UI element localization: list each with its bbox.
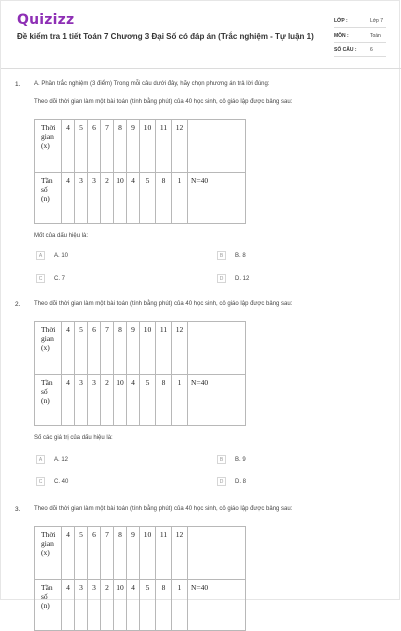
row-header-text: số [41, 185, 48, 194]
table-cell: 11 [156, 322, 172, 375]
meta-grade-value: Lớp 7 [370, 18, 384, 24]
frequency-table [34, 526, 246, 631]
table-cell: 4 [127, 580, 140, 631]
table-cell: 5 [75, 322, 88, 375]
row-header-cell [35, 527, 62, 580]
table-row [35, 375, 246, 426]
table-cell: 10 [114, 580, 127, 631]
frequency-table [34, 321, 246, 426]
row-header-text: Tần [41, 378, 53, 387]
row-header-text: (n) [41, 601, 50, 610]
row-header-text: Thời [41, 325, 56, 334]
table-row [35, 527, 246, 580]
row-header-text: số [41, 387, 48, 396]
table-cell: 3 [88, 580, 101, 631]
empty-cell [188, 120, 246, 173]
table-cell: 2 [101, 375, 114, 426]
table-cell: 3 [75, 580, 88, 631]
table-cell: 5 [75, 120, 88, 173]
empty-cell [188, 527, 246, 580]
option-c-letter: C [36, 477, 45, 486]
table-cell: 4 [62, 527, 75, 580]
table-row [35, 322, 246, 375]
meta-count-label: SỐ CÂU : [334, 47, 357, 53]
table-cell: 8 [156, 375, 172, 426]
meta-divider [334, 27, 386, 28]
option-a-text: A. 12 [54, 457, 69, 463]
worksheet-title: Đề kiểm tra 1 tiết Toán 7 Chương 3 Đại Số có đáp án (Trắc nghiệm - Tự luận 1) [17, 32, 314, 41]
question-1-number: 1. [15, 81, 21, 88]
row-header-text: Tần [41, 176, 53, 185]
option-b-text: B. 8 [235, 253, 246, 259]
question-1-intro: Theo dõi thời gian làm một bài toán (tính bằng phút) của 40 học sinh, cô giáo lập được bảng sau: [34, 99, 293, 105]
table-cell: 5 [140, 173, 156, 224]
option-c-text: C. 40 [54, 479, 69, 485]
meta-divider [334, 56, 386, 57]
option-b-text: B. 9 [235, 457, 246, 463]
total-cell: N=40 [188, 580, 246, 631]
table-cell: 4 [62, 580, 75, 631]
table-cell: 6 [88, 120, 101, 173]
table-cell: 6 [88, 527, 101, 580]
table-cell: 12 [172, 120, 188, 173]
table-cell: 1 [172, 173, 188, 224]
table-cell: 4 [127, 173, 140, 224]
table-cell: 12 [172, 322, 188, 375]
table-cell: 8 [156, 580, 172, 631]
table-cell: 1 [172, 375, 188, 426]
table-cell: 10 [114, 375, 127, 426]
table-cell: 5 [75, 527, 88, 580]
table-row [35, 580, 246, 631]
row-header-cell [35, 173, 62, 224]
table-cell: 12 [172, 527, 188, 580]
option-d-letter: D [217, 477, 226, 486]
table-cell: 4 [62, 120, 75, 173]
question-3-number: 3. [15, 506, 21, 513]
frequency-table [34, 119, 246, 224]
row-header-text: (x) [41, 343, 50, 352]
table-cell: 7 [101, 322, 114, 375]
row-header-text: Thời [41, 530, 56, 539]
row-header-text: (x) [41, 548, 50, 557]
table-cell: 1 [172, 580, 188, 631]
option-a-text: A. 10 [54, 253, 69, 259]
table-row [35, 120, 246, 173]
table-cell: 10 [140, 527, 156, 580]
table-cell: 4 [62, 322, 75, 375]
meta-subject-label: MÔN : [334, 33, 349, 39]
option-d-letter: D [217, 274, 226, 283]
row-header-cell [35, 120, 62, 173]
table-cell: 2 [101, 173, 114, 224]
table-cell: 4 [127, 375, 140, 426]
table-cell: 11 [156, 527, 172, 580]
table-cell: 3 [75, 375, 88, 426]
question-2-intro: Theo dõi thời gian làm một bài toán (tính bằng phút) của 40 học sinh, cô giáo lập được bảng sau: [34, 301, 293, 307]
table-row [35, 173, 246, 224]
row-header-cell [35, 375, 62, 426]
question-1-instruction: A. Phần trắc nghiệm (3 điểm) Trong mỗi câu dưới đây, hãy chọn phương án trả lời đúng: [34, 81, 270, 87]
option-c-letter: C [36, 274, 45, 283]
row-header-text: gian [41, 539, 54, 548]
table-cell: 3 [88, 173, 101, 224]
row-header-cell [35, 322, 62, 375]
option-c-text: C. 7 [54, 276, 66, 282]
table-cell: 10 [140, 322, 156, 375]
question-1-prompt: Mốt của dấu hiệu là: [34, 233, 89, 239]
question-3-intro: Theo dõi thời gian làm một bài toán (tính bằng phút) của 40 học sinh, cô giáo lập được bảng sau: [34, 506, 293, 512]
row-header-text: (x) [41, 141, 50, 150]
row-header-text: gian [41, 334, 54, 343]
row-header-text: (n) [41, 194, 50, 203]
worksheet-header [1, 1, 401, 69]
total-cell: N=40 [188, 375, 246, 426]
table-cell: 4 [62, 173, 75, 224]
meta-subject-value: Toán [370, 33, 381, 39]
table-cell: 8 [114, 322, 127, 375]
option-d-text: D. 8 [235, 479, 247, 485]
meta-count-value: 6 [370, 47, 373, 53]
row-header-text: số [41, 592, 48, 601]
table-cell: 9 [127, 120, 140, 173]
row-header-text: Thời [41, 123, 56, 132]
option-d-text: D. 12 [235, 276, 250, 282]
meta-divider [334, 42, 386, 43]
table-cell: 5 [140, 580, 156, 631]
option-b-letter: B [217, 251, 226, 260]
table-cell: 3 [75, 173, 88, 224]
option-a-letter: A [36, 251, 45, 260]
option-b-letter: B [217, 455, 226, 464]
empty-cell [188, 322, 246, 375]
table-cell: 6 [88, 322, 101, 375]
question-2-prompt: Số các giá trị của dấu hiệu là: [34, 435, 113, 441]
table-cell: 10 [140, 120, 156, 173]
table-cell: 7 [101, 120, 114, 173]
row-header-text: Tần [41, 583, 53, 592]
table-cell: 8 [114, 120, 127, 173]
table-cell: 9 [127, 527, 140, 580]
option-a-letter: A [36, 455, 45, 464]
question-2-number: 2. [15, 301, 21, 308]
table-cell: 7 [101, 527, 114, 580]
table-cell: 11 [156, 120, 172, 173]
table-cell: 3 [88, 375, 101, 426]
row-header-text: (n) [41, 396, 50, 405]
table-cell: 8 [156, 173, 172, 224]
meta-grade-label: LỚP : [334, 18, 348, 24]
table-cell: 10 [114, 173, 127, 224]
quizizz-logo: Quizizz [17, 12, 75, 28]
table-cell: 4 [62, 375, 75, 426]
table-cell: 2 [101, 580, 114, 631]
total-cell: N=40 [188, 173, 246, 224]
table-cell: 9 [127, 322, 140, 375]
row-header-text: gian [41, 132, 54, 141]
table-cell: 8 [114, 527, 127, 580]
table-cell: 5 [140, 375, 156, 426]
row-header-cell [35, 580, 62, 631]
